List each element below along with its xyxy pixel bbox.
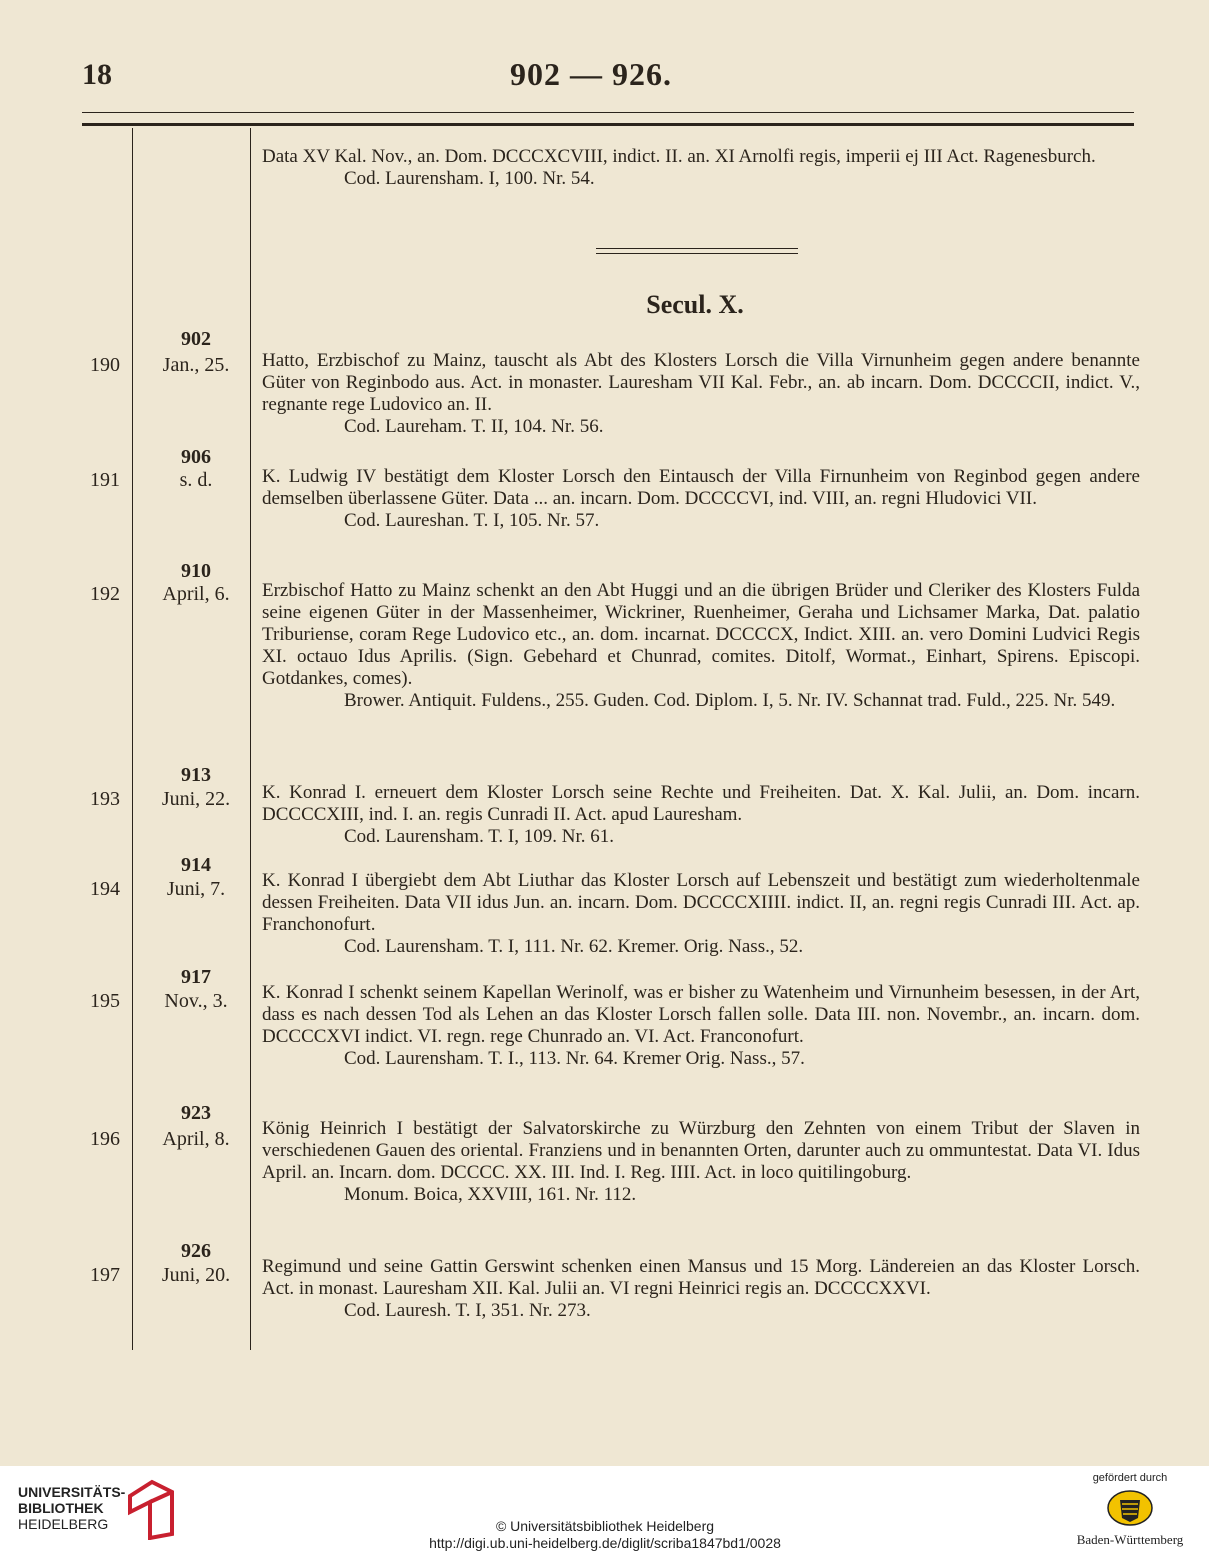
entry-text: König Heinrich I bestätigt der Salvatorskirche zu Würzburg den Zehnten von einem Tribut der Slaven in verschiedenen Gauen des oriental. Franziens und in benannten Orten, darunter auch zu ommuntestat. Data VI. Idus April. an. Incarn. dom. DCCCC. XX. III. Ind. I. Reg. IIII. Act. in loco quitilingoburg. [262,1118,1140,1183]
copyright-notice: © Universitätsbibliothek Heidelberg [495,1518,715,1534]
entry-date: Nov., 3. [164,990,228,1012]
library-name-line1: UNIVERSITÄTS- [18,1484,126,1500]
section-title: Secul. X. [646,290,744,319]
entry-year: 923 [181,1102,211,1124]
state-logo-label: Baden-Württemberg [1076,1532,1184,1547]
intro-paragraph [262,146,1140,190]
entry-date: Juni, 7. [166,878,226,900]
entry-text: K. Konrad I übergiebt dem Abt Liuthar das Kloster Lorsch auf Lebenszeit und bestätigt zum wiederholtenmale dessen Freiheiten. Data VII idus Jun. an. incarn. Dom. DCCCCXIIII. indict. II, an. regni regis Cunradi III. Act. ap. Franchonofurt. [262,870,1140,935]
library-name-line3: HEIDELBERG [18,1516,109,1532]
entry-text: K. Konrad I. erneuert dem Kloster Lorsch seine Rechte und Freiheiten. Dat. X. Kal. Julii, an. Dom. incarn. DCCCCXIII, ind. I. an. regis Cunradi II. Act. apud Lauresham. [262,782,1140,825]
entry-date: April, 8. [162,1128,230,1150]
entry-citation: Monum. Boica, XXVIII, 161. Nr. 112. [344,1184,637,1205]
entry-number: 190 [90,354,120,376]
entry-year: 910 [181,560,211,582]
header-rule-thick [82,123,1134,126]
entry-citation: Brower. Antiquit. Fuldens., 255. Guden. Cod. Diplom. I, 5. Nr. IV. Schannat trad. Fuld., 225. Nr. 549. [344,690,1116,711]
coat-of-arms-icon [1105,1488,1155,1528]
entry-body [262,1256,1140,1322]
entry-date: April, 6. [162,583,230,605]
library-mark-icon [122,1478,178,1540]
entry-year: 914 [181,854,211,876]
entry-citation: Cod. Laurensham. T. I, 109. Nr. 61. [344,826,615,847]
entry-body [262,580,1140,712]
entry-number: 192 [90,583,120,605]
entry-date: Jan., 25. [162,354,230,376]
entry-date: Juni, 22. [161,788,231,810]
page-range-title: 902 — 926. [510,56,672,92]
entry-number: 195 [90,990,120,1012]
entry-body [262,350,1140,438]
entry-number: 194 [90,878,120,900]
header-rule [82,112,1134,113]
entry-body [262,870,1140,958]
funded-by-label: gefördert durch [1092,1472,1168,1484]
entry-text: Regimund und seine Gattin Gerswint schenken einen Mansus und 15 Morg. Ländereien an das Kloster Lorsch. Act. in monast. Lauresham XII. Kal. Julii an. VI regni Heinrici regis an. DCCCCXXVI. [262,1256,1140,1299]
page-number: 18 [82,58,112,91]
entry-body [262,466,1140,532]
library-name-line2: BIBLIOTHEK [18,1500,104,1516]
entry-year: 917 [181,966,211,988]
entry-year: 902 [181,328,211,350]
entry-citation: Cod. Laurensham. T. I, 111. Nr. 62. Kremer. Orig. Nass., 52. [344,936,804,957]
library-name [18,1484,125,1532]
entry-citation: Cod. Laureshan. T. I, 105. Nr. 57. [344,510,600,531]
entry-year: 906 [181,446,211,468]
entry-text: Hatto, Erzbischof zu Mainz, tauscht als Abt des Klosters Lorsch die Villa Virnunheim gegen andere benannte Güter von Reginbodo aus. Act. in monaster. Lauresham VII Kal. Febr., an. ab incarn. Dom. DCCCCII, indict. V., regnante rege Ludovico an. II. [262,350,1140,415]
section-rule-2 [596,253,798,254]
entry-number: 197 [90,1264,120,1286]
page-url-link[interactable]: http://digi.ub.uni-heidelberg.de/diglit/scriba1847bd1/0028 [429,1535,781,1551]
entry-body [262,1118,1140,1206]
intro-text: Data XV Kal. Nov., an. Dom. DCCCXCVIII, indict. II. an. XI Arnolfi regis, imperii ej III Act. Ragenesburch. [262,146,1096,167]
entry-citation: Cod. Lauresh. T. I, 351. Nr. 273. [344,1300,591,1321]
entry-number: 193 [90,788,120,810]
entry-year: 913 [181,764,211,786]
entry-year: 926 [181,1240,211,1262]
entry-citation: Cod. Laureham. T. II, 104. Nr. 56. [344,416,604,437]
intro-citation: Cod. Laurensham. I, 100. Nr. 54. [344,168,595,189]
entry-body [262,782,1140,848]
entry-text: Erzbischof Hatto zu Mainz schenkt an den Abt Huggi und an die übrigen Brüder und Cleriker des Klosters Fulda seine eigenen Güter in der Massenheimer, Wickriner, Ruenheimer, Geraha und Lichsamer Marka, Dat. palatio Triburiense, coram Rege Ludovico etc., an. dom. incarnat. DCCCCX, Indict. XIII. an. vero Domini Ludvici Regis XI. octauo Idus Aprilis. (Sign. Gebehard et Chunrad, comites. Ditolf, Wormat., Einhart, Spirens. Episcopi. Gotdankes, comes). [262,580,1140,689]
column-divider-right [250,128,251,1350]
entry-body [262,982,1140,1070]
entry-citation: Cod. Laurensham. T. I., 113. Nr. 64. Kremer Orig. Nass., 57. [344,1048,805,1069]
entry-date: s. d. [179,469,213,491]
entry-date: Juni, 20. [161,1264,231,1286]
entry-number: 191 [90,469,120,491]
section-rule [596,248,798,249]
library-logo[interactable] [18,1478,178,1540]
entry-number: 196 [90,1128,120,1150]
entry-text: K. Konrad I schenkt seinem Kapellan Werinolf, was er bisher zu Watenheim und Virnunheim besessen, in der Art, dass es nach dessen Tod als Lehen an das Kloster Lorsch fallen solle. Data III. non. Novembr., an. incarn. dom. DCCCCXVI indict. VI. regn. rege Chunrado an. VI. Act. Franconofurt. [262,982,1140,1047]
column-divider-left [132,128,133,1350]
entry-text: K. Ludwig IV bestätigt dem Kloster Lorsch den Eintausch der Villa Firnunheim von Reginbod gegen andere demselben überlassene Güter. Data ... an. incarn. Dom. DCCCCVI, ind. VIII, an. regni Hludovici VII. [262,466,1140,509]
